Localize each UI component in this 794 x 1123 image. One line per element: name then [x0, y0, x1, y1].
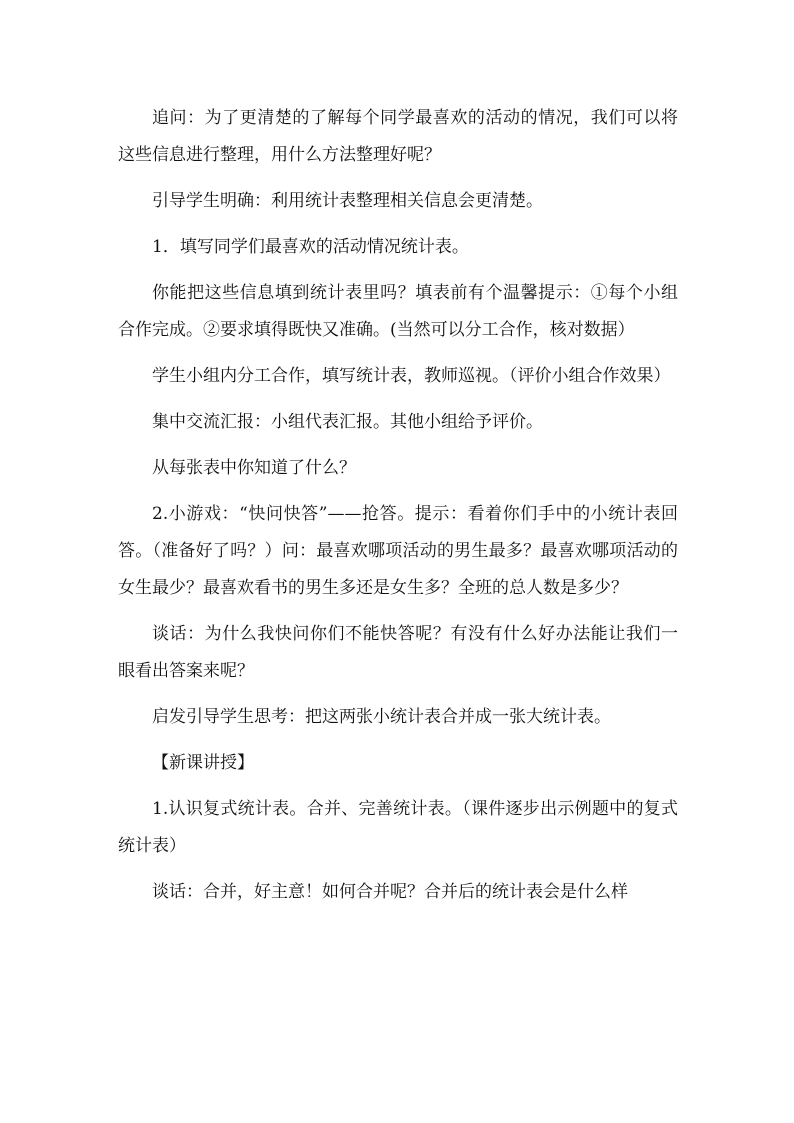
- paragraph-what-learned: 从每张表中你知道了什么？: [152, 458, 356, 478]
- paragraph-follow-up-question: 追问：为了更清楚的了解每个同学最喜欢的活动的情况，我们可以将这些信息进行整理，用什么方法整理好呢？: [118, 108, 678, 165]
- section-heading-new-lesson: 【新课讲授】: [152, 753, 254, 773]
- paragraph-discussion-why: 谈话：为什么我快问你们不能快答呢？有没有什么好办法能让我们一眼看出答案来呢？: [118, 624, 678, 681]
- paragraph-guide-students: 引导学生明确：利用统计表整理相关信息会更清楚。: [152, 191, 543, 211]
- document-body: [118, 100, 678, 920]
- paragraph-group-report: 集中交流汇报：小组代表汇报。其他小组给予评价。: [152, 412, 543, 432]
- paragraph-group-work: 学生小组内分工合作，填写统计表，教师巡视。（评价小组合作效果）: [152, 366, 671, 386]
- paragraph-merge-tables: 启发引导学生思考：把这两张小统计表合并成一张大统计表。: [152, 707, 611, 727]
- paragraph-compound-table: 1.认识复式统计表。合并、完善统计表。（课件逐步出示例题中的复式统计表）: [118, 799, 678, 856]
- paragraph-merge-discussion: 谈话：合并，好主意！如何合并呢？合并后的统计表会是什么样: [152, 882, 628, 902]
- paragraph-quick-game: 2.小游戏：“快问快答”——抢答。提示：看着你们手中的小统计表回答。（准备好了吗？）问：最喜欢哪项活动的男生最多？最喜欢哪项活动的女生最少？最喜欢看书的男生多还是女生多？全班的总人数是多少？: [118, 504, 678, 598]
- paragraph-fill-table-heading: 1．填写同学们最喜欢的活动情况统计表。: [152, 237, 469, 257]
- paragraph-warm-tips: 你能把这些信息填到统计表里吗？填表前有个温馨提示：①每个小组合作完成。②要求填得既快又准确。(当然可以分工合作，核对数据）: [118, 283, 678, 340]
